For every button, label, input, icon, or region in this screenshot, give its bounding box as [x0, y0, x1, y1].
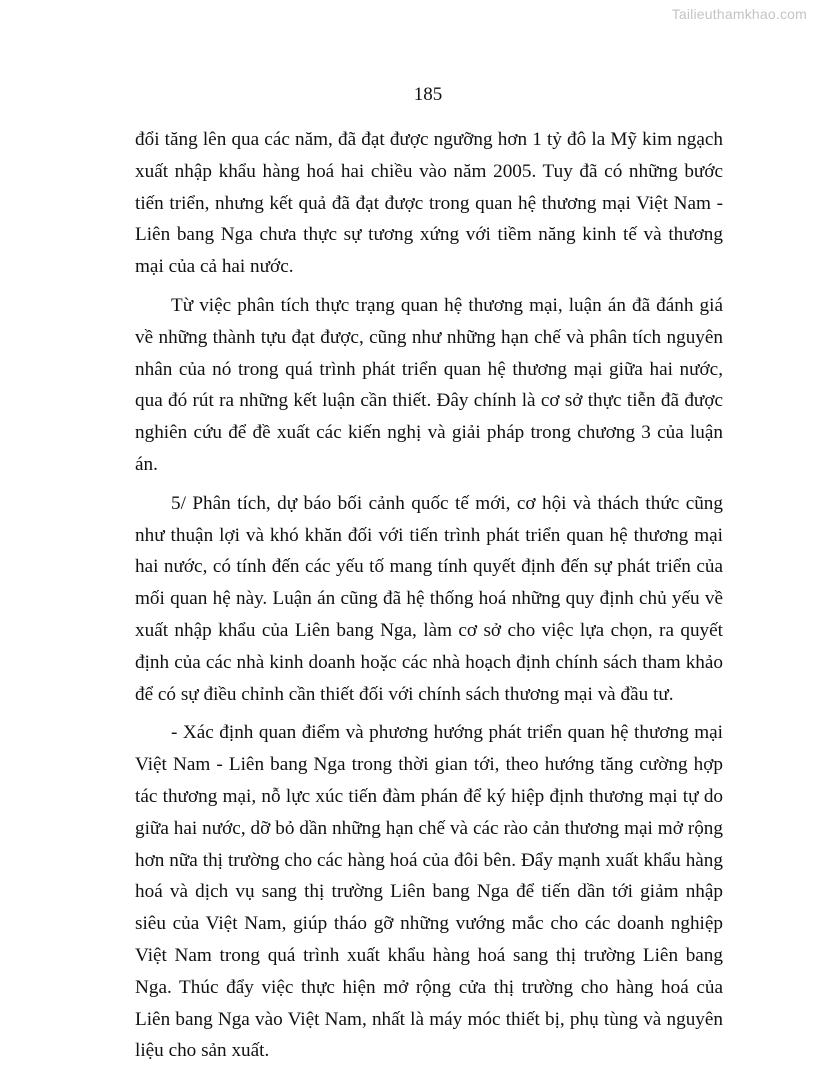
watermark-text: Tailieuthamkhao.com [671, 6, 807, 22]
paragraph-forecast: 5/ Phân tích, dự báo bối cảnh quốc tế mới, cơ hội và thách thức cũng như thuận lợi và khó khăn đối với tiến trình phát triển quan hệ thương mại hai nước, có tính đến các yếu tố mang tính quyết định đến sự phát triển của mối quan hệ này. Luận án cũng đã hệ thống hoá những quy định chủ yếu về xuất nhập khẩu của Liên bang Nga, làm cơ sở cho việc lựa chọn, ra quyết định của các nhà kinh doanh hoặc các nhà hoạch định chính sách tham khảo để có sự điều chỉnh cần thiết đối với chính sách thương mại và đầu tư. [135, 492, 723, 705]
page-number: 185 [413, 84, 443, 105]
document-body [135, 124, 723, 1074]
paragraph-continuation: đổi tăng lên qua các năm, đã đạt được ngưỡng hơn 1 tỷ đô la Mỹ kim ngạch xuất nhập khẩu hàng hoá hai chiều vào năm 2005. Tuy đã có những bước tiến triển, nhưng kết quả đã đạt được trong quan hệ thương mại Việt Nam - Liên bang Nga chưa thực sự tương xứng với tiềm năng kinh tế và thương mại của cả hai nước. [135, 129, 723, 278]
paragraph-directions: - Xác định quan điểm và phương hướng phát triển quan hệ thương mại Việt Nam - Liên bang Nga trong thời gian tới, theo hướng tăng cường hợp tác thương mại, nỗ lực xúc tiến đàm phán để ký hiệp định thương mại tự do giữa hai nước, dỡ bỏ dần những hạn chế và các rào cản thương mại mở rộng hơn nữa thị trường cho các hàng hoá của đôi bên. Đẩy mạnh xuất khẩu hàng hoá và dịch vụ sang thị trường Liên bang Nga để tiến dần tới giảm nhập siêu của Việt Nam, giúp tháo gỡ những vướng mắc cho các doanh nghiệp Việt Nam trong quá trình xuất khẩu hàng hoá sang thị trường Liên bang Nga. Thúc đẩy việc thực hiện mở rộng cửa thị trường cho hàng hoá của Liên bang Nga vào Việt Nam, nhất là máy móc thiết bị, phụ tùng và nguyên liệu cho sản xuất. [135, 722, 723, 1062]
paragraph-assessment: Từ việc phân tích thực trạng quan hệ thương mại, luận án đã đánh giá về những thành tựu đạt được, cũng như những hạn chế và phân tích nguyên nhân của nó trong quá trình phát triển quan hệ thương mại giữa hai nước, qua đó rút ra những kết luận cần thiết. Đây chính là cơ sở thực tiễn đã được nghiên cứu để đề xuất các kiến nghị và giải pháp trong chương 3 của luận án. [135, 294, 723, 475]
